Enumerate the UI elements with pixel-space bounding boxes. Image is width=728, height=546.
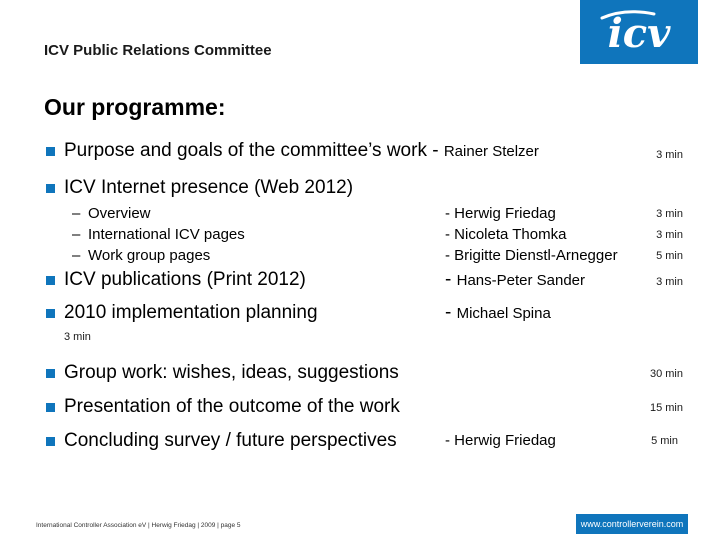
logo-text: icv xyxy=(607,10,671,57)
agenda-item-text: Group work: wishes, ideas, suggestions xyxy=(64,362,399,383)
agenda-item-speaker-group xyxy=(445,302,551,324)
agenda-item-text: 2010 implementation planning xyxy=(64,302,318,323)
agenda-item-speaker: - Herwig Friedag xyxy=(445,432,556,449)
sub-bullet-dash: – xyxy=(72,226,81,243)
sub-item-text: Overview xyxy=(88,205,151,222)
icv-logo-mark xyxy=(580,0,698,64)
sub-item-duration: 3 min xyxy=(656,208,683,220)
bullet-marker xyxy=(46,403,55,412)
agenda-item-speaker-prefix: - xyxy=(445,269,457,290)
agenda-item-speaker: Rainer Stelzer xyxy=(443,143,539,160)
agenda-item xyxy=(64,140,539,162)
sub-item-speaker: - Herwig Friedag xyxy=(445,205,556,222)
agenda-item-duration: 30 min xyxy=(649,368,683,380)
agenda-item-duration: 5 min xyxy=(651,435,678,447)
sub-item-speaker: - Brigitte Dienstl-Arnegger xyxy=(445,247,618,264)
sub-item-text: Work group pages xyxy=(88,247,211,264)
bullet-marker xyxy=(46,276,55,285)
agenda-item-text: Presentation of the outcome of the work xyxy=(64,396,400,417)
agenda-item-text: ICV publications (Print 2012) xyxy=(64,269,306,290)
agenda-item-speaker: Michael Spina xyxy=(456,305,551,322)
header-title: ICV Public Relations Committee xyxy=(44,42,272,59)
agenda-item-speaker-prefix: - xyxy=(445,302,457,323)
agenda-item-duration: 3 min xyxy=(656,149,683,161)
sub-bullet-dash: – xyxy=(72,247,81,264)
sub-bullet-dash: – xyxy=(72,205,81,222)
agenda-item-text: Concluding survey / future perspectives xyxy=(64,430,397,451)
sub-item-text: International ICV pages xyxy=(88,226,245,243)
agenda-item-speaker-prefix: - xyxy=(432,140,444,161)
agenda-item-duration: 3 min xyxy=(64,331,91,343)
sub-item-duration: 3 min xyxy=(656,229,683,241)
agenda-item-speaker-group xyxy=(445,269,585,291)
agenda-item-duration: 15 min xyxy=(649,402,683,414)
bullet-marker xyxy=(46,369,55,378)
bullet-marker xyxy=(46,147,55,156)
bullet-marker xyxy=(46,184,55,193)
agenda-item-text: ICV Internet presence (Web 2012) xyxy=(64,177,354,198)
footer-website-link[interactable]: www.controllerverein.com xyxy=(576,514,688,534)
agenda-item-text: Purpose and goals of the committee’s work xyxy=(64,140,427,161)
bullet-marker xyxy=(46,309,55,318)
footer-text: International Controller Association eV | Herwig Friedag | 2009 | page 5 xyxy=(36,522,241,529)
sub-item-duration: 5 min xyxy=(656,250,683,262)
icv-logo xyxy=(580,0,698,64)
agenda-item-speaker: Hans-Peter Sander xyxy=(456,272,586,289)
agenda-item-duration: 3 min xyxy=(656,276,683,288)
bullet-marker xyxy=(46,437,55,446)
sub-item-speaker: - Nicoleta Thomka xyxy=(445,226,567,243)
page-title: Our programme: xyxy=(44,94,226,120)
